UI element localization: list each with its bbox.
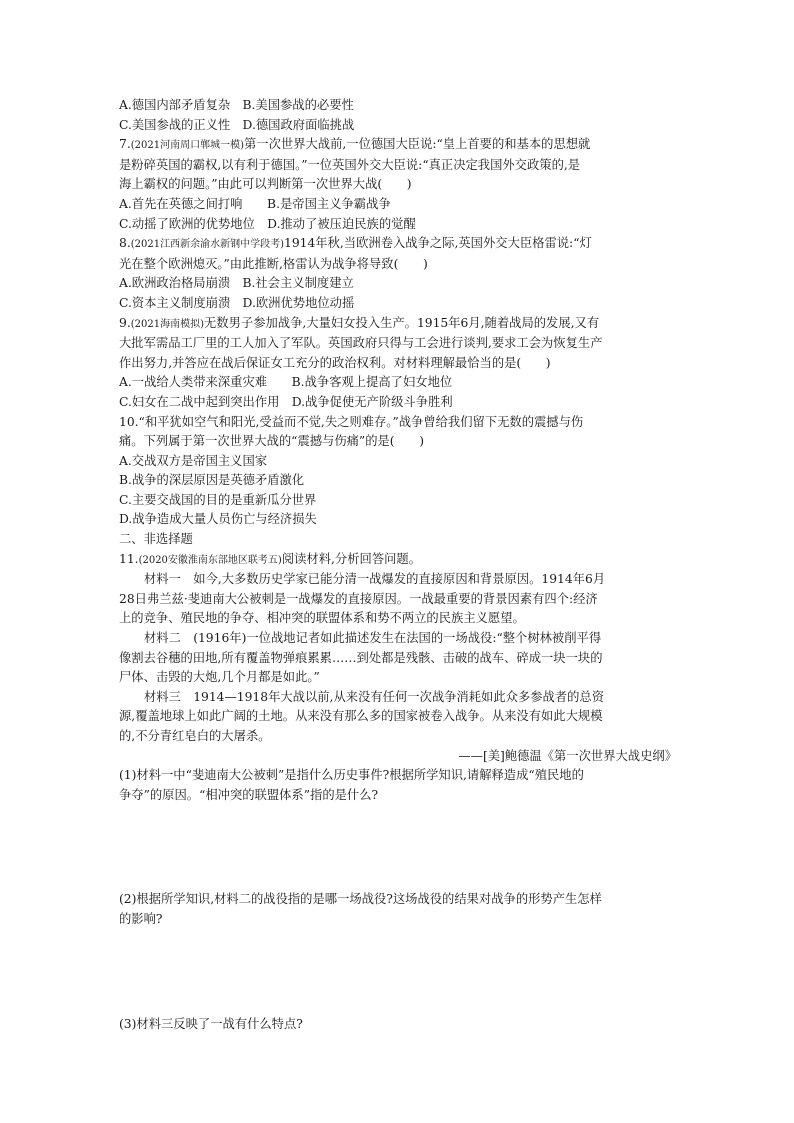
q8-stem-line1 [119, 234, 677, 255]
q9-options-cd: C.妇女在二战中起到突出作用 D.战争促使无产阶级斗争胜利 [119, 394, 453, 409]
q10-option-d: D.战争造成大量人员伤亡与经济损失 [119, 512, 317, 527]
q6-options-cd: C.美国参战的正义性 D.德国政府面临挑战 [119, 117, 355, 132]
q11-intro: 阅读材料,分析回答问题。 [281, 551, 422, 566]
q11-number: 11. [119, 551, 139, 566]
q7-source: (2021河南周口郸城一模) [130, 140, 244, 152]
q7-options-cd: C.动摇了欧洲的优势地位 D.推动了被压迫民族的觉醒 [119, 216, 416, 231]
q7-stem-line3: 海上霸权的问题。”由此可以判断第一次世界大战( ) [119, 177, 412, 192]
q7-number: 7. [119, 137, 131, 152]
q7-text: 第一次世界大战前,一位德国大臣说:“皇上首要的和基本的思想就 [244, 137, 591, 152]
q8-source: (2021江西新余渝水新钢中学段考) [130, 239, 284, 251]
q9-source: (2021海南模拟) [130, 318, 204, 330]
q10-option-a: A.交战双方是帝国主义国家 [119, 453, 268, 468]
material2-line2: 像割去谷穗的田地,所有覆盖物弹痕累累……到处都是残骸、击破的战车、碎成一块一块的 [119, 650, 603, 665]
section-heading: 二、非选择题 [119, 532, 193, 547]
q7-options-ab: A.首先在英德之间打响 B.是帝国主义争霸战争 [119, 196, 391, 211]
q11-source: (2020安徽淮南东部地区联考五) [138, 554, 282, 566]
q8-options-cd: C.资本主义制度崩溃 D.欧洲优势地位动摇 [119, 295, 355, 310]
q8-options-ab: A.欧洲政治格局崩溃 B.社会主义制度建立 [119, 276, 354, 291]
q8-text: 1914年秋,当欧洲卷入战争之际,英国外交大臣格雷说:“灯 [284, 236, 592, 251]
q10-stem-line1: 10.“和平犹如空气和阳光,受益而不觉,失之则难存。”战争曾给我们留下无数的震撼与伤 [119, 414, 584, 429]
subquestion3-line1: (3)材料三反映了一战有什么特点? [119, 1016, 303, 1031]
q8-stem-line2: 光在整个欧洲熄灭。”由此推断,格雷认为战争将导致( ) [119, 256, 428, 271]
q9-options-ab: A.一战给人类带来深重灾难 B.战争客观上提高了妇女地位 [119, 375, 453, 390]
material3-line2: 源,覆盖地球上如此广阔的土地。从来没有那么多的国家被卷入战争。从来没有如此大规模 [119, 709, 603, 724]
q8-number: 8. [119, 236, 131, 251]
material1-line1: 材料一 如今,大多数历史学家已能分清一战爆发的直接原因和背景原因。1914年6月 [144, 572, 606, 587]
subquestion2-line2: 的影响? [119, 911, 163, 926]
material2-line1: 材料二 (1916年)一位战地记者如此描述发生在法国的一场战役:“整个树林被削平得 [144, 631, 602, 646]
answer-space-2 [119, 930, 677, 1015]
q9-stem-line1 [119, 314, 677, 335]
q10-stem-line2: 痛。下列属于第一次世界大战的“震撼与伤痛”的是( ) [119, 434, 424, 449]
material2-line3: 尸体、击毁的大炮,几个月都是如此。” [119, 670, 320, 685]
material3-line3: 的,不分青红皂白的大屠杀。 [119, 729, 271, 743]
material1-line2: 28日弗兰兹·斐迪南大公被刺是一战爆发的直接原因。一战最重要的背景因素有四个:经济 [119, 591, 598, 606]
q7-stem-line2: 是粉碎英国的霸权,以有利于德国。”一位英国外交大臣说:“真正决定我国外交政策的,是 [119, 157, 581, 172]
subquestion2-line1: (2)根据所学知识,材料二的战役指的是哪一场战役?这场战役的结果对战争的形势产生怎样 [119, 892, 602, 907]
q7-stem-line1 [119, 135, 677, 156]
q6-options-ab: A.德国内部矛盾复杂 B.美国参战的必要性 [119, 98, 354, 112]
q9-text: 无数男子参加战争,大量妇女投入生产。1915年6月,随着战局的发展,又有 [204, 315, 600, 330]
q9-number: 9. [119, 315, 131, 330]
q9-stem-line2: 大批军需品工厂里的工人加入了军队。英国政府只得与工会进行谈判,要求工会为恢复生产 [119, 336, 603, 351]
q10-option-c: C.主要交战国的目的是重新瓜分世界 [119, 492, 317, 507]
q9-stem-line3: 作出努力,并答应在战后保证女工充分的政治权利。对材料理解最恰当的是( ) [119, 355, 551, 370]
citation: ——[美]鲍德温《第一次世界大战史纲》 [458, 748, 677, 763]
subquestion1-line2: 争夺”的原因。“相冲突的联盟体系”指的是什么? [119, 787, 379, 802]
material1-line3: 上的竞争、殖民地的争夺、相冲突的联盟体系和势不两立的民族主义愿望。 [119, 611, 525, 626]
answer-space-1 [119, 805, 677, 890]
worksheet-page [119, 96, 677, 1034]
q11-stem [119, 550, 677, 571]
subquestion1-line1: (1)材料一中“斐迪南大公被刺”是指什么历史事件?根据所学知识,请解释造成“殖民地的 [119, 768, 584, 783]
q10-option-b: B.战争的深层原因是英德矛盾激化 [119, 473, 305, 488]
material3-line1: 材料三 1914—1918年大战以前,从来没有任何一次战争消耗如此众多参战者的总资 [144, 689, 604, 704]
